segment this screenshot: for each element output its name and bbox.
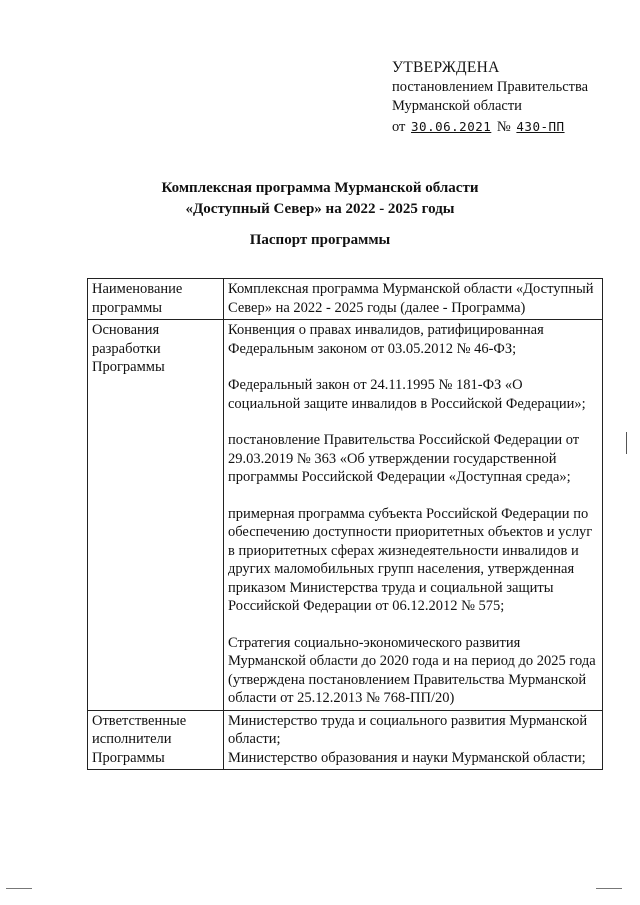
table-row — [88, 279, 603, 320]
approval-date-prefix: от — [392, 118, 406, 135]
row-label-executors: Ответственные исполнители Программы — [88, 710, 224, 770]
approval-date: 30.06.2021 — [411, 118, 492, 134]
basis-paragraph: Стратегия социально-экономического развития Мурманской области до 2020 года и на период до 2025 года (утверждена постановлением Правительства Мурманской области от 25.12.2013 № 768-ПП/20) — [228, 634, 596, 706]
row-value-executors — [224, 710, 603, 770]
document-title-line-1: Комплексная программа Мурманской области — [161, 180, 479, 196]
basis-paragraph: Федеральный закон от 24.11.1995 № 181-ФЗ «О социальной защите инвалидов в Российской Федерации»; — [228, 377, 586, 412]
executor-line: Министерство образования и науки Мурманской области; — [228, 749, 586, 766]
row-label-basis: Основания разработки Программы — [88, 320, 224, 711]
approval-heading: УТВЕРЖДЕНА — [392, 59, 500, 76]
executor-line: Министерство труда и социального развития Мурманской области; — [228, 712, 588, 747]
row-value-name: Комплексная программа Мурманской области «Доступный Север» на 2022 - 2025 годы (далее - Программа) — [224, 279, 603, 320]
basis-paragraph: примерная программа субъекта Российской Федерации по обеспечению доступности приоритетных объектов и услуг в приоритетных сферах жизнедеятельности инвалидов и других маломобильных групп населения, утвержденная приказом Министерства труда и социальной защиты Российской Федерации от 06.12.2012 № 575; — [228, 505, 593, 614]
scan-corner-mark-left — [6, 888, 32, 889]
basis-paragraph: Конвенция о правах инвалидов, ратифицированная Федеральным законом от 03.05.2012 № 46-ФЗ; — [228, 322, 544, 357]
document-title — [0, 178, 640, 220]
table-row — [88, 710, 603, 770]
basis-paragraph: постановление Правительства Российской Федерации от 29.03.2019 № 363 «Об утверждении государственной программы Российской Федерации «Доступная среда»; — [228, 432, 580, 485]
scan-edge-mark — [626, 432, 627, 454]
approval-stamp — [392, 58, 632, 137]
passport-table — [87, 278, 603, 770]
approval-number: 430-ПП — [516, 118, 565, 134]
row-value-basis — [224, 320, 603, 711]
approval-number-sign: № — [496, 118, 511, 135]
approval-date-line — [392, 117, 632, 138]
row-label-name: Наименование программы — [88, 279, 224, 320]
table-row — [88, 320, 603, 711]
approval-line-2: Мурманской области — [392, 98, 522, 114]
document-title-line-2: «Доступный Север» на 2022 - 2025 годы — [185, 201, 455, 217]
approval-line-1: постановлением Правительства — [392, 78, 589, 95]
document-subtitle: Паспорт программы — [249, 232, 391, 248]
scan-corner-mark-right — [596, 888, 622, 889]
